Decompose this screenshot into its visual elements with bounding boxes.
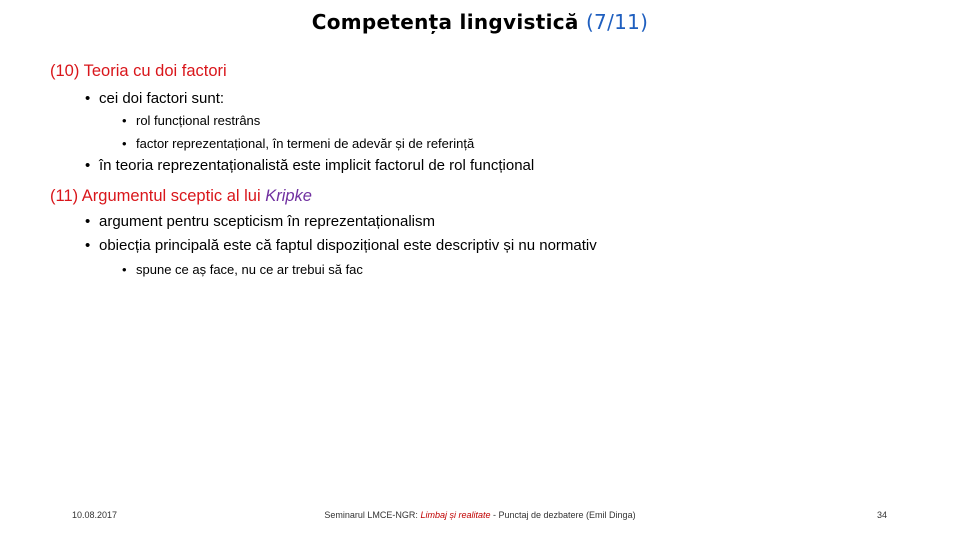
sub-bullet-item: • factor reprezentațional, în termeni de adevăr și de referință	[122, 136, 475, 151]
bullet-icon: •	[85, 213, 91, 230]
bullet-icon: •	[122, 136, 127, 151]
kripke-name: Kripke	[265, 187, 312, 205]
page-number: 34	[877, 510, 888, 520]
bullet-icon: •	[85, 90, 91, 107]
section-10-heading: (10) Teoria cu doi factori	[50, 62, 227, 80]
footer-date: 10.08.2017	[72, 510, 118, 520]
footer-seminar: Seminarul LMCE-NGR: Limbaj și realitate - Punctaj de dezbatere (Emil Dinga)	[324, 510, 636, 520]
bullet-icon: •	[85, 237, 91, 254]
bullet-item: • cei doi factori sunt:	[85, 90, 225, 107]
bullet-icon: •	[85, 157, 91, 174]
slide-title	[0, 10, 960, 34]
title-main: Competența lingvistică	[311, 10, 579, 34]
seminar-title: Limbaj și realitate	[420, 510, 491, 520]
bullet-icon: •	[122, 113, 127, 128]
section-11-heading: (11) Argumentul sceptic al lui Kripke	[50, 187, 312, 205]
title-counter: (7/11)	[585, 10, 649, 34]
bullet-icon: •	[122, 262, 127, 277]
bullet-item: • în teoria reprezentaționalistă este implicit factorul de rol funcțional	[85, 157, 535, 174]
sub-bullet-item: • rol funcțional restrâns	[122, 113, 261, 128]
bullet-item: • argument pentru scepticism în reprezentaționalism	[85, 213, 435, 230]
sub-bullet-item: • spune ce aș face, nu ce ar trebui să fac	[122, 262, 363, 277]
bullet-item: • obiecția principală este că faptul dispozițional este descriptiv și nu normativ	[85, 237, 597, 254]
